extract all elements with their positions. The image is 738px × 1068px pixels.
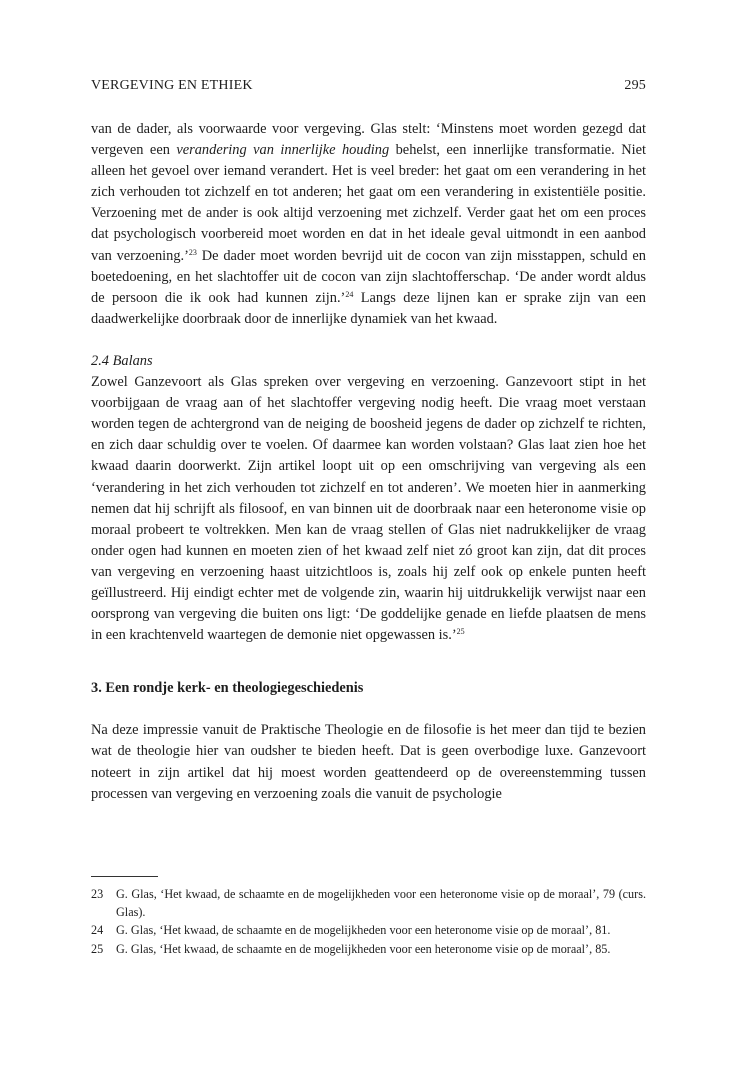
footnote-text: G. Glas, ‘Het kwaad, de schaamte en de mogelijkheden voor een heteronome visie op de moraal’, 79 (curs. Glas). xyxy=(116,887,646,920)
paragraph-2 xyxy=(91,372,646,646)
footnote-number: 25 xyxy=(91,941,104,956)
footnote-number: 23 xyxy=(91,887,104,901)
running-title: VERGEVING EN ETHIEK xyxy=(91,78,253,93)
footnotes xyxy=(91,885,646,958)
paragraph-1-part-b: behelst, een innerlijke transformatie. Niet alleen het gevoel over iemand verandert. Het is veel breder: het gaat om een verandering in het zich verhouden tot zichzelf en tot anderen; het gaat om een verandering in existentiële positie. Verzoening met de ander is ook altijd verzoening met zichzelf. Verder gaat het om een proces dat psychologisch voorbereid moet worden en dat in het ideale geval uitmondt in een aanbod van verzoening.’ xyxy=(91,142,646,264)
subsection-heading xyxy=(91,351,646,372)
footnote-divider xyxy=(91,876,158,877)
footnote-23 xyxy=(91,885,646,921)
running-header xyxy=(91,78,646,98)
footnote-ref-24[interactable]: 24 xyxy=(345,289,354,299)
footnote-25 xyxy=(91,940,646,958)
paragraph-1 xyxy=(91,119,646,330)
emphasis-text: verandering van innerlijke houding xyxy=(176,142,390,159)
footnote-text: G. Glas, ‘Het kwaad, de schaamte en de mogelijkheden voor een heteronome visie op de moraal’, 81. xyxy=(116,923,611,938)
paragraph-1-part-a: van de dader, als voorwaarde voor vergeving. Glas stelt: ‘Minstens moet worden gezegd dat vergeven een xyxy=(91,121,646,159)
subsection-heading-text: 2.4 Balans xyxy=(91,352,153,369)
paragraph-1-part-d: Langs deze lijnen kan er sprake zijn van een daadwerkelijke doorbraak door de innerlijke dynamiek van het kwaad. xyxy=(91,289,646,327)
section-heading: 3. Een rondje kerk- en theologiegeschiedenis xyxy=(91,680,364,697)
footnote-text: G. Glas, ‘Het kwaad, de schaamte en de mogelijkheden voor een heteronome visie op de moraal’, 85. xyxy=(116,941,611,956)
paragraph-1-part-c: De dader moet worden bevrijd uit de cocon van zijn misstappen, schuld en boetedoening, en het slachtoffer uit de cocon van zijn slachtofferschap. ‘De ander wordt aldus de persoon die ik ook had kunnen zijn.’ xyxy=(91,247,646,306)
footnote-24 xyxy=(91,921,646,939)
paragraph-3: Na deze impressie vanuit de Praktische Theologie en de filosofie is het meer dan tijd te bezien wat de theologie hier van oudsher te bieden heeft. Dat is geen overbodige luxe. Ganzevoort noteert in zijn artikel dat hij moest worden geattendeerd op de overeenstemming tussen processen van vergeving en verzoening zoals die vanuit de psychologie xyxy=(91,722,646,802)
spacer xyxy=(91,646,646,678)
spacer xyxy=(91,699,646,720)
spacer xyxy=(91,330,646,351)
footnote-ref-23[interactable]: 23 xyxy=(188,247,197,257)
footnote-number: 24 xyxy=(91,923,104,938)
footnote-ref-25[interactable]: 25 xyxy=(456,627,465,637)
page-number: 295 xyxy=(624,78,646,93)
body-text xyxy=(91,119,646,805)
paragraph-2-text: Zowel Ganzevoort als Glas spreken over vergeving en verzoening. Ganzevoort stipt in het voorbijgaan de vraag aan of het slachtoffer vergeving nodig heeft. Die vraag moet verstaan worden tegen de achtergrond van de neiging de boosheid jegens de dader op zichzelf te richten, en zich daar schuldig over te voelen. Of daarmee kan worden volstaan? Glas laat zien hoe het kwaad daarin doorwerkt. Zijn artikel loopt uit op een omschrijving van vergeving als een ‘verandering in het zich verhouden tot zichzelf en tot anderen’. We moeten hier in aanmerking nemen dat hij schrijft als filosoof, en van binnen uit de doorbraak naar een heteronome visie op moraal probeert te voltrekken. Men kan de vraag stellen of Glas niet nadrukkelijker de vraag onder ogen had kunnen en moeten zien of het kwaad zelf niet zó groot kan zijn, dat dit proces van vergeving en verzoening haast uitzichtloos is, zoals hij zelf ook op enkele punten heeft geïllustreerd. Hij eindigt echter met de volgende zin, waarin hij uitdrukkelijk verwijst naar een oorsprong van vergeving die buiten ons ligt: ‘De goddelijke genade en liefde plaatsen de mens in een krachtenveld waartegen de demonie niet opgewassen is.’ xyxy=(91,374,646,644)
